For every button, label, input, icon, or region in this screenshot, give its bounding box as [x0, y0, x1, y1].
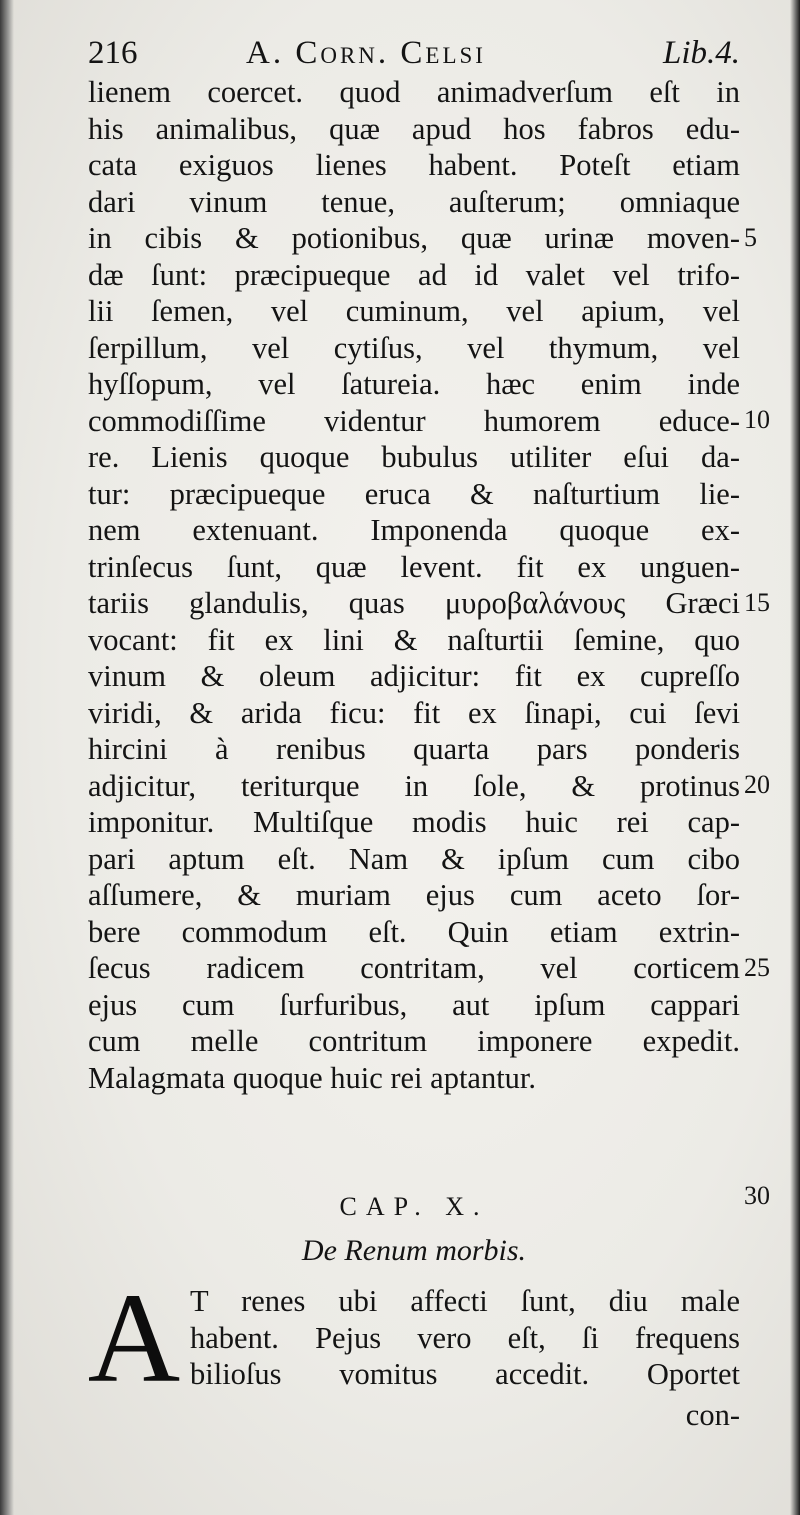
- text-line: Malagmata quoque huic rei aptantur.: [88, 1060, 537, 1095]
- text-line: viridi, & arida ficu: fit ex ſinapi, cui ſevi: [88, 695, 740, 730]
- margin-line-number: 20: [744, 770, 770, 799]
- text-line: vocant: fit ex lini & naſturtii ſemine, quo: [88, 622, 740, 657]
- body-text: [88, 74, 740, 1096]
- book-label: Lib.4.: [662, 35, 740, 71]
- margin-line-number: 5: [744, 223, 757, 252]
- catchword: con-: [685, 1398, 740, 1432]
- text-line: cata exiguos lienes habent. Poteſt etiam: [88, 148, 740, 182]
- drop-cap-initial: A: [87, 1267, 181, 1409]
- text-line: trinſecus ſunt, quæ levent. fit ex unguen-: [88, 549, 740, 584]
- text-line: in cibis & potionibus, quæ urinæ moven-: [88, 221, 740, 255]
- text-line: lii ſemen, vel cuminum, vel apium, vel: [88, 294, 740, 328]
- text-line: commodiſſime videntur humorem educe-: [88, 403, 740, 438]
- text-line: vinum & oleum adjicitur: fit ex cupreſſo: [88, 659, 740, 693]
- text-line: hircini à renibus quarta pars ponderis: [88, 732, 740, 766]
- text-line: bilioſus vomitus accedit. Oportet: [190, 1357, 740, 1391]
- text-line: dæ ſunt: præcipueque ad id valet vel trifo-: [88, 257, 740, 292]
- text-line: his animalibus, quæ apud hos fabros edu-: [88, 111, 740, 146]
- margin-line-number: 30: [744, 1181, 770, 1210]
- text-line: imponitur. Multiſque modis huic rei cap-: [88, 805, 740, 839]
- margin-line-number: 15: [744, 588, 770, 617]
- chapter-paragraph: [190, 1283, 740, 1393]
- text-line: bere commodum eſt. Quin etiam extrin-: [88, 914, 740, 949]
- text-line: hyſſopum, vel ſatureia. hæc enim inde: [88, 367, 740, 401]
- text-line: ejus cum ſurfuribus, aut ipſum cappari: [88, 987, 740, 1022]
- text-line: cum melle contritum imponere expedit.: [88, 1024, 740, 1058]
- margin-line-number: 10: [744, 405, 770, 434]
- text-line: adjicitur, teriturque in ſole, & protinus: [88, 768, 740, 803]
- chapter-title: CAP. X.: [339, 1192, 489, 1221]
- text-line: T renes ubi affecti ſunt, diu male: [190, 1284, 740, 1318]
- text-line: tariis glandulis, quas μυροβαλάνους Græci: [88, 586, 740, 620]
- running-title: A. Corn. Celsi: [246, 35, 486, 71]
- margin-line-number: 25: [744, 953, 770, 982]
- page-gutter-shadow-left: [0, 0, 14, 1515]
- text-line: ſerpillum, vel cytiſus, vel thymum, vel: [88, 330, 740, 365]
- text-line: ſecus radicem contritam, vel corticem: [88, 951, 740, 985]
- text-line: aſſumere, & muriam ejus cum aceto ſor-: [88, 878, 740, 912]
- chapter-subtitle: De Renum morbis.: [301, 1234, 527, 1267]
- page-number: 216: [88, 35, 138, 71]
- running-header: [88, 30, 740, 76]
- text-line: tur: præcipueque eruca & naſturtium lie-: [88, 476, 740, 511]
- text-line: habent. Pejus vero eſt, ſi frequens: [190, 1320, 740, 1355]
- text-line: nem extenuant. Imponenda quoque ex-: [88, 513, 740, 547]
- text-line: pari aptum eſt. Nam & ipſum cum cibo: [88, 841, 740, 876]
- text-line: lienem coercet. quod animadverſum eſt in: [88, 75, 740, 109]
- text-line: re. Lienis quoque bubulus utiliter eſui da-: [88, 440, 740, 474]
- text-line: dari vinum tenue, auſterum; omniaque: [88, 184, 740, 219]
